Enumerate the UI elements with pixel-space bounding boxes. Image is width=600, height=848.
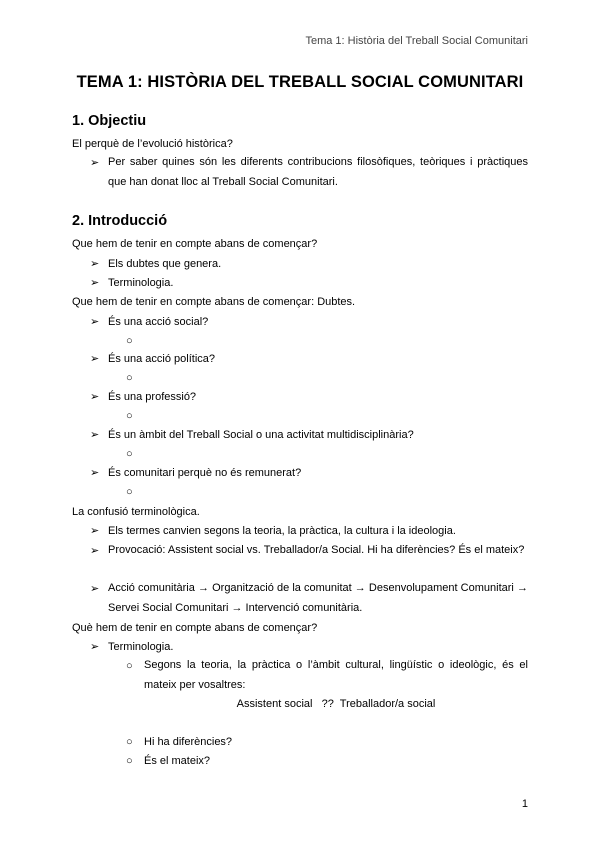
arrow-bullet-icon: ➢: [90, 429, 100, 441]
arrow-bullet-icon: ➢: [90, 467, 100, 479]
list-item: És comunitari perquè no és remunerat?: [108, 467, 302, 479]
arrow-bullet-icon: ➢: [90, 353, 100, 365]
circle-bullet-icon: ○: [126, 372, 133, 384]
section-heading-objectiu: 1. Objectiu: [72, 113, 147, 129]
section-heading-introduccio: 2. Introducció: [72, 213, 168, 229]
arrow-bullet-icon: ➢: [90, 583, 100, 595]
list-item: Terminologia.: [108, 277, 174, 289]
list-item: Els termes canvien segons la teoria, la pràctica, la cultura i la ideologia.: [108, 525, 456, 537]
list-item: Acció comunitària → Organització de la comunitat → Desenvolupament Comunitari → Servei Social Comunitari → Intervenció comunitària.: [108, 582, 528, 614]
arrow-bullet-icon: ➢: [90, 316, 100, 328]
paragraph-question: Què hem de tenir en compte abans de començar?: [72, 622, 318, 634]
list-item: És un àmbit del Treball Social o una activitat multidisciplinària?: [108, 429, 414, 441]
circle-bullet-icon: ○: [126, 660, 133, 672]
list-item: És una professió?: [108, 391, 197, 403]
list-item: Provocació: Assistent social vs. Treballador/a Social. Hi ha diferències? És el mateix?: [108, 544, 525, 556]
circle-bullet-icon: ○: [126, 486, 133, 498]
document-title: TEMA 1: HISTÒRIA DEL TREBALL SOCIAL COMUNITARI: [76, 73, 524, 91]
bullet-text: Per saber quines són les diferents contribucions filosòfiques, teòriques i pràctiques que han donat lloc al Treball Social Comunitari.: [108, 156, 528, 188]
arrow-bullet-icon: ➢: [90, 545, 100, 557]
list-item: Terminologia.: [108, 641, 174, 653]
list-item: Els dubtes que genera.: [108, 258, 222, 270]
page-number: 1: [521, 798, 528, 810]
sub-list-item: Hi ha diferències?: [144, 736, 233, 748]
circle-bullet-icon: ○: [126, 335, 133, 347]
arrow-bullet-icon: ➢: [90, 277, 100, 289]
arrow-bullet-icon: ➢: [90, 258, 100, 270]
sub-list-item: És el mateix?: [144, 755, 211, 767]
circle-bullet-icon: ○: [126, 755, 133, 767]
running-header: Tema 1: Història del Treball Social Comunitari: [305, 35, 528, 47]
paragraph-question: Que hem de tenir en compte abans de començar?: [72, 238, 318, 250]
term-comparison: Assistent social ?? Treballador/a social: [236, 698, 436, 710]
sub-list-item: Segons la teoria, la pràctica o l’àmbit cultural, lingüístic o ideològic, és el mateix per vosaltres:: [144, 659, 528, 691]
arrow-bullet-icon: ➢: [90, 641, 100, 653]
list-item: És una acció social?: [108, 316, 209, 328]
paragraph-question: El perquè de l’evolució històrica?: [72, 138, 233, 150]
arrow-bullet-icon: ➢: [90, 157, 100, 169]
circle-bullet-icon: ○: [126, 736, 133, 748]
arrow-bullet-icon: ➢: [90, 525, 100, 537]
paragraph-heading: La confusió terminològica.: [72, 506, 200, 518]
circle-bullet-icon: ○: [126, 448, 133, 460]
circle-bullet-icon: ○: [126, 410, 133, 422]
arrow-bullet-icon: ➢: [90, 391, 100, 403]
list-item: És una acció política?: [108, 353, 216, 365]
paragraph-question: Que hem de tenir en compte abans de començar: Dubtes.: [72, 296, 356, 308]
